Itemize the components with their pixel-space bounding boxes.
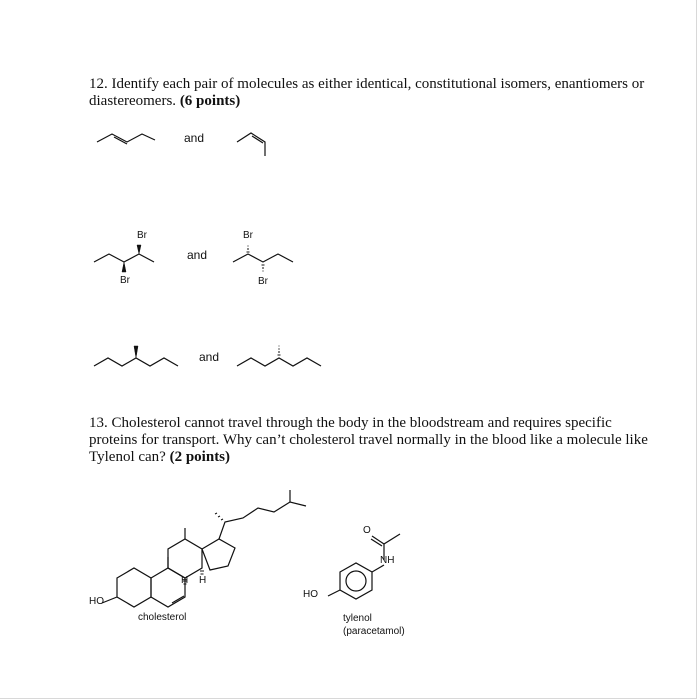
question-12-text: 12. Identify each pair of molecules as either identical, constitutional isomers, enantiomers or diastereomers.	[89, 76, 645, 109]
tylenol-sublabel: (paracetamol)	[343, 626, 405, 637]
cholesterol-h-label-2: H	[199, 575, 207, 586]
cholesterol-side-chain-hash	[215, 513, 223, 520]
cholesterol-ho-label: HO	[89, 596, 104, 607]
question-12	[89, 76, 649, 110]
question-13-text: 13. Cholesterol cannot travel through the body in the bloodstream and requires specific proteins for transport. Why can’t cholesterol travel normally in the blood like a molecule like Tylenol can?	[89, 415, 648, 465]
tylenol-ho-label: HO	[303, 589, 318, 600]
cholesterol-structure	[100, 490, 330, 610]
cholesterol-label: cholesterol	[138, 612, 187, 623]
pair2-left-br-top: Br	[137, 230, 147, 241]
pair3-right-molecule	[237, 342, 327, 372]
pair2-and-label: and	[187, 248, 208, 262]
pair1-and-label: and	[184, 131, 205, 145]
tylenol-label: tylenol	[343, 613, 372, 624]
tylenol-o-label: O	[363, 525, 371, 536]
pair2-right-br-bottom: Br	[258, 276, 268, 287]
cholesterol-h-label-1: H	[181, 575, 189, 586]
pair2-left-wedge-bond-bottom	[122, 262, 126, 272]
pair2-left-br-bottom: Br	[120, 275, 130, 286]
pair2-right-hash-bond-bottom	[262, 265, 265, 271]
pair3-left-wedge-bond	[134, 346, 138, 358]
question-13-points: (2 points)	[169, 449, 231, 465]
question-12-points: (6 points)	[179, 93, 241, 109]
question-13	[89, 415, 649, 466]
pair2-right-hash-bond-top	[247, 246, 250, 252]
pair1-right-molecule	[237, 130, 277, 160]
pair2-left-wedge-bond-top	[137, 245, 141, 254]
pair3-right-hash-bond	[278, 346, 281, 355]
tylenol-nh-label: NH	[380, 555, 395, 566]
pair2-right-molecule	[233, 244, 303, 280]
pair2-right-br-top: Br	[243, 230, 253, 241]
pair3-and-label: and	[199, 350, 220, 364]
pair1-left-molecule	[97, 132, 157, 152]
pair3-left-molecule	[94, 342, 184, 372]
